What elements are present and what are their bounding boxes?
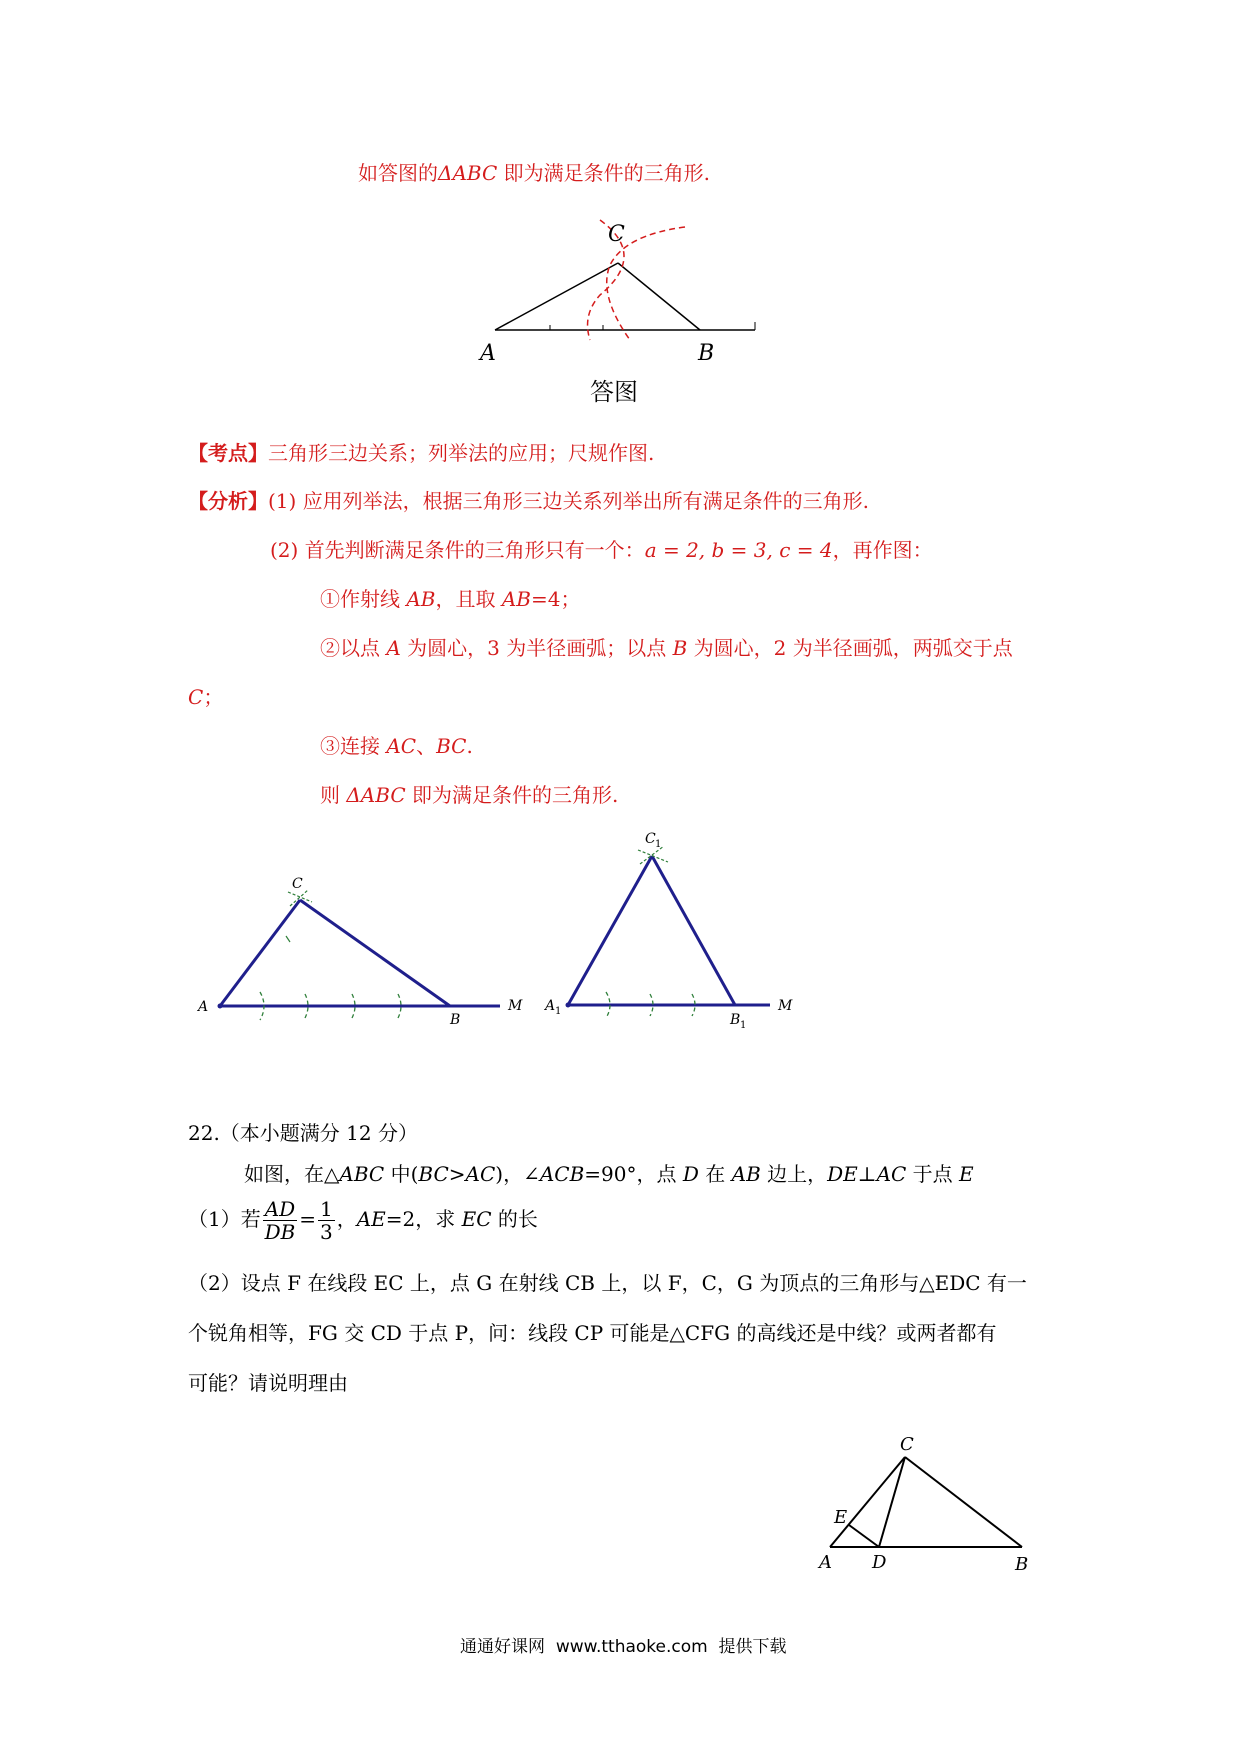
label-b: B: [1015, 1554, 1029, 1575]
intro-ac: AC: [876, 1162, 907, 1186]
top-line-post: 即为满足条件的三角形.: [497, 161, 710, 185]
kaodian-text: 三角形三边关系；列举法的应用；尺规作图.: [268, 441, 655, 465]
fenxi-tag: 【分析】: [188, 489, 268, 513]
frac2-den: 3: [319, 1220, 333, 1244]
intro-point-d: D: [682, 1162, 699, 1186]
label-c: C: [900, 1434, 914, 1455]
step-2: [320, 635, 1013, 661]
step3-pre: ③连接: [320, 734, 387, 758]
step2-a: ②以点: [320, 636, 387, 660]
step1-ab: AB: [406, 587, 436, 611]
label-m: M: [778, 998, 793, 1014]
step2-point-a: A: [386, 636, 401, 660]
intro-c: )，∠: [495, 1162, 540, 1186]
frac-den: DB: [264, 1220, 296, 1244]
frac-eq: =: [299, 1207, 316, 1231]
step-3: [320, 733, 473, 759]
label-a: A: [480, 341, 496, 366]
p1-post: =2，求: [385, 1207, 462, 1231]
footer: [460, 1632, 787, 1657]
label-a: A: [198, 999, 209, 1015]
intro-abc: ABC: [339, 1162, 385, 1186]
fenxi-p2-math: a = 2, b = 3, c = 4: [644, 538, 833, 562]
q22-intro: [244, 1161, 974, 1187]
step3-sep: 、: [416, 734, 437, 758]
label-c: C: [292, 876, 303, 892]
conclude-tri: ΔABC: [346, 783, 406, 807]
fraction-ad-db: [263, 1198, 297, 1243]
fenxi-p2-post: ，再作图：: [832, 538, 933, 562]
intro-d: =90°，点: [584, 1162, 683, 1186]
label-a1-sub: 1: [555, 1006, 562, 1017]
q22-part2-line1: （2）设点 F 在线段 EC 上，点 G 在射线 CB 上，以 F，C，G 为顶点的三角形与△EDC 有一: [188, 1271, 1027, 1295]
conclusion: [320, 782, 618, 808]
step2-c: 为圆心，2 为半径画弧，两弧交于点: [687, 636, 1013, 660]
q22-part1: [188, 1198, 538, 1243]
label-e: E: [834, 1507, 848, 1528]
label-a1: A: [545, 998, 556, 1014]
label-m: M: [508, 998, 523, 1014]
p1-pre: （1）若: [188, 1207, 261, 1231]
step2-b: 为圆心，3 为半径画弧；以点: [400, 636, 673, 660]
step1-pre: ①作射线: [320, 587, 407, 611]
figure-caption: 答图: [590, 378, 638, 406]
frac-num: AD: [264, 1197, 296, 1221]
right-construction: [543, 831, 793, 1031]
step-2-cont: [188, 684, 223, 710]
intro-acb: ACB: [539, 1162, 585, 1186]
label-b: B: [698, 341, 715, 366]
intro-point-e: E: [959, 1162, 974, 1186]
label-c: C: [608, 222, 625, 247]
intro-e: 在: [698, 1162, 732, 1186]
question-figure: [810, 1430, 1050, 1580]
fraction-one-third: [318, 1198, 335, 1243]
step3-post: .: [466, 734, 473, 758]
intro-a: 如图，在△: [244, 1162, 340, 1186]
conclude-post: 即为满足条件的三角形.: [405, 783, 619, 807]
intro-f: 边上，: [760, 1162, 828, 1186]
step1-post: =4；: [531, 587, 581, 611]
step1-ab2: AB: [501, 587, 531, 611]
top-line: [358, 160, 710, 186]
q22-part2-line3: 可能？请说明理由: [188, 1371, 348, 1395]
intro-g: ⊥: [857, 1162, 877, 1186]
q22-part2-line2: 个锐角相等，FG 交 CD 于点 P，问：线段 CP 可能是△CFG 的高线还是中线？或两者都有: [188, 1321, 997, 1345]
kaodian-tag: 【考点】: [188, 441, 268, 465]
construction-figure: [190, 830, 810, 1030]
kaodian-line: [188, 440, 654, 466]
fenxi-p2-pre: (2) 首先判断满足条件的三角形只有一个：: [270, 538, 645, 562]
footer-url[interactable]: www.tthaoke.com: [555, 1637, 708, 1657]
fenxi-line: [188, 488, 869, 514]
q22-head: 22.（本小题满分 12 分）: [188, 1121, 418, 1145]
label-c1: C: [645, 831, 656, 847]
p1-mid: ，: [336, 1207, 357, 1231]
footer-tail: 提供下载: [718, 1637, 787, 1657]
footer-site: 通通好课网: [460, 1637, 545, 1657]
step-1: [320, 586, 580, 612]
label-d: D: [872, 1552, 887, 1573]
step2-end: ；: [203, 685, 224, 709]
left-construction: [196, 876, 523, 1028]
p1-ec: EC: [461, 1207, 492, 1231]
step2-point-b: B: [672, 636, 688, 660]
step3-bc: BC: [436, 734, 467, 758]
fenxi-p2: [270, 537, 933, 563]
p1-end: 的长: [491, 1207, 538, 1231]
step1-mid: ，且取: [435, 587, 502, 611]
fenxi-p1: (1) 应用列举法，根据三角形三边关系列举出所有满足条件的三角形.: [268, 489, 870, 513]
label-c1-sub: 1: [655, 839, 662, 850]
top-line-pre: 如答图的: [358, 161, 438, 185]
answer-figure: [470, 215, 770, 375]
top-line-triangle: ΔABC: [438, 161, 498, 185]
side-bc: [618, 263, 700, 330]
intro-h: 于点: [906, 1162, 960, 1186]
conclude-pre: 则: [320, 783, 347, 807]
label-b: B: [450, 1012, 461, 1028]
step2-point-c: C: [188, 685, 204, 709]
label-a: A: [819, 1552, 832, 1573]
intro-de: DE: [827, 1162, 858, 1186]
intro-ab: AB: [731, 1162, 761, 1186]
intro-cond: BC>AC: [418, 1162, 496, 1186]
step3-ac: AC: [386, 734, 417, 758]
label-b1-sub: 1: [740, 1020, 747, 1031]
intro-b: 中(: [384, 1162, 419, 1186]
label-b1: B: [730, 1012, 741, 1028]
p1-ae: AE: [356, 1207, 386, 1231]
frac2-num: 1: [319, 1197, 333, 1221]
